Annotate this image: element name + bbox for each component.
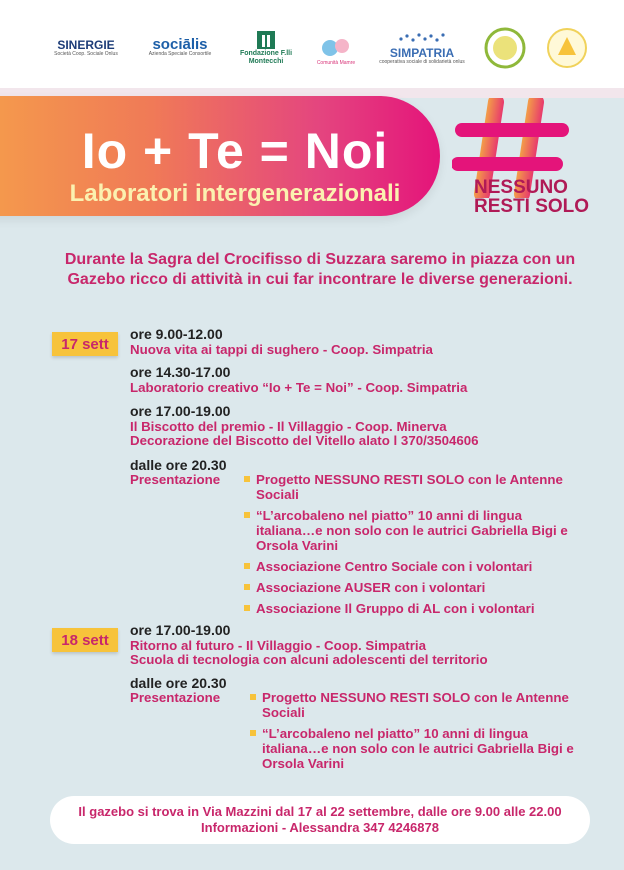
simpatria-logo xyxy=(374,26,470,70)
parish-logo xyxy=(544,26,590,70)
event-desc-2: Scuola di tecnologia con alcuni adolescenti del territorio xyxy=(130,652,488,667)
logo-name: Fondazione F.lli Montecchi xyxy=(239,50,293,65)
logo-name: SINERGIE xyxy=(57,38,115,52)
logo-name: SIMPATRIA xyxy=(389,46,455,60)
list-item-text: Associazione AUSER con i volontari xyxy=(256,580,486,595)
bullet-icon xyxy=(244,584,250,590)
bullet-icon xyxy=(244,563,250,569)
event-desc: Presentazione xyxy=(130,472,221,487)
event-time: ore 9.00-12.00 xyxy=(130,326,223,342)
footer-info xyxy=(50,796,590,844)
event-desc: Laboratorio creativo “Io + Te = Noi” - Coop. Simpatria xyxy=(130,380,468,395)
list-item-text: Progetto NESSUNO RESTI SOLO con le Antenne Sociali xyxy=(262,690,569,720)
list-item xyxy=(244,559,584,574)
list-item xyxy=(244,472,584,502)
event-desc: Presentazione xyxy=(130,690,221,705)
children-icon xyxy=(318,30,354,60)
event-desc-2: Decorazione del Biscotto del Vitello alato l 370/3504606 xyxy=(130,433,479,448)
logo-sub: Società Coop. Sociale Onlus xyxy=(54,51,118,57)
event-desc: Ritorno al futuro - Il Villaggio - Coop. Simpatria xyxy=(130,638,426,653)
list-item xyxy=(244,601,584,616)
intro-text: Durante la Sagra del Crocifisso di Suzzara saremo in piazza con un Gazebo ricco di attività in cui far incontrare le diverse generazioni. xyxy=(64,251,576,288)
list-item-text: Progetto NESSUNO RESTI SOLO con le Antenne Sociali xyxy=(256,472,563,502)
presentation-list xyxy=(244,472,584,622)
date-badge: 17 sett xyxy=(52,332,118,356)
presentation-list xyxy=(250,690,580,777)
bullet-icon xyxy=(244,512,250,518)
fondazione-mark-icon xyxy=(256,30,276,50)
logo-name: sociālis xyxy=(152,36,208,53)
page-subtitle: Laboratori intergenerazionali xyxy=(69,180,401,207)
list-item-text: Associazione Centro Sociale con i volontari xyxy=(256,559,533,574)
event-time: ore 14.30-17.00 xyxy=(130,364,231,380)
bullet-icon xyxy=(250,694,256,700)
logo-name: Comunità Mamre xyxy=(316,60,356,66)
page-title: Io + Te = Noi xyxy=(81,123,389,179)
campaign-name: NESSUNO RESTI SOLO xyxy=(474,177,590,217)
sinergie-logo xyxy=(50,26,122,70)
list-item xyxy=(244,508,584,553)
seal-logo xyxy=(482,26,528,70)
fondazione-logo xyxy=(238,26,294,70)
date-badge: 18 sett xyxy=(52,628,118,652)
event-time: dalle ore 20.30 xyxy=(130,457,227,473)
dots-icon xyxy=(397,31,447,47)
parish-icon xyxy=(546,27,588,69)
footer-contact: Informazioni - Alessandra 347 4246878 xyxy=(201,820,439,835)
logo-strip xyxy=(0,0,624,88)
logo-sub: Azienda Speciale Consortile xyxy=(148,51,212,57)
footer-location: Il gazebo si trova in Via Mazzini dal 17 al 22 settembre, dalle ore 9.00 alle 22.00 xyxy=(78,804,562,819)
list-item xyxy=(250,690,580,720)
bullet-icon xyxy=(244,476,250,482)
bullet-icon xyxy=(250,730,256,736)
bullet-icon xyxy=(244,605,250,611)
list-item xyxy=(244,580,584,595)
list-item-text: Associazione Il Gruppo di AL con i volontari xyxy=(256,601,535,616)
event-time: ore 17.00-19.00 xyxy=(130,403,231,419)
event-time: dalle ore 20.30 xyxy=(130,675,227,691)
list-item xyxy=(250,726,580,771)
list-item-text: “L’arcobaleno nel piatto” 10 anni di lingua italiana…e non solo con le autrici Gabriella Bigi e Orsola Varini xyxy=(262,726,574,771)
event-time: ore 17.00-19.00 xyxy=(130,622,231,638)
event-desc: Nuova vita ai tappi di sughero - Coop. Simpatria xyxy=(130,342,433,357)
logo-sub: cooperativa sociale di solidarietà onlus xyxy=(379,59,465,65)
seal-icon xyxy=(484,27,526,69)
event-desc: Il Biscotto del premio - Il Villaggio - Coop. Minerva xyxy=(130,419,447,434)
socialis-logo xyxy=(134,26,226,70)
mamre-logo xyxy=(312,26,360,70)
list-item-text: “L’arcobaleno nel piatto” 10 anni di lingua italiana…e non solo con le autrici Gabriella Bigi e Orsola Varini xyxy=(256,508,568,553)
